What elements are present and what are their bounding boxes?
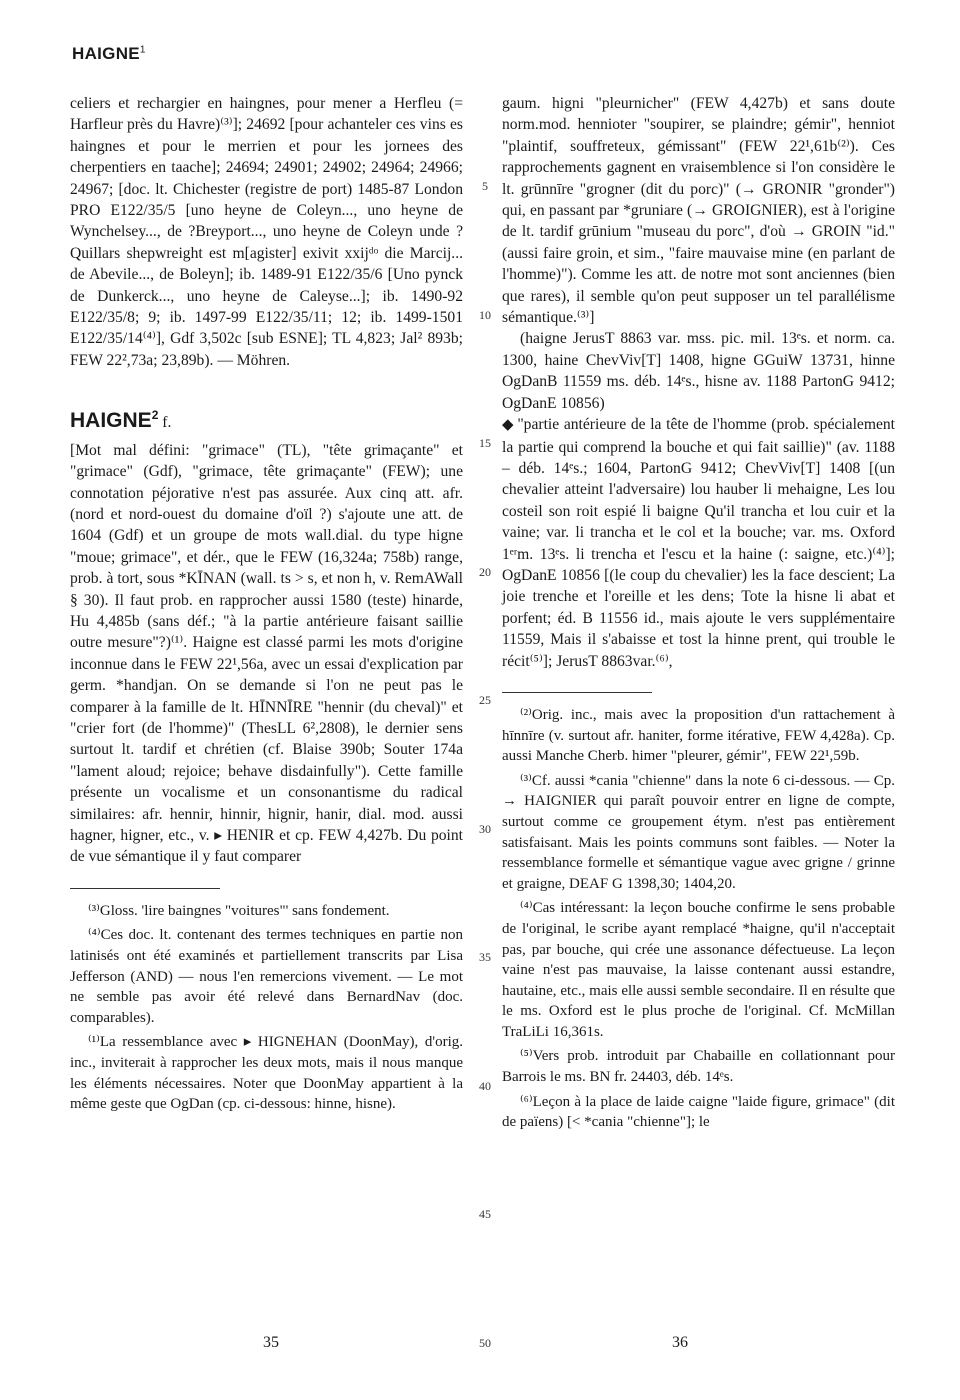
attestation-list: (haigne JerusT 8863 var. mss. pic. mil. 13ᵉs. et norm. ca. 1300, haine ChevViv[T] 1408, higne GGuiW 13731, hinne OgDanB 11559 ms. déb. 14ᵉs., hisne av. 1188 PartonG 9412; OgDanE 10856): [502, 330, 895, 412]
right-continuation-text: gaum. higni "pleurnicher" (FEW 4,427b) et sans doute norm.mod. hennioter "soupirer, se plaindre; gémir", henniot "plaintif, souffreteux, gémissant" (FEW 22¹,61b⁽²⁾). Ces rapprochements gagnent en vraisemblence si l'on considère le lt. grūnnīre "grogner (dit du porc)" (→ GRONIR "gronder") qui, en passant par *gruniare (→ GROIGNIER), est à l'origine de lt. tardif grūnium "museau du porc", d'où → GROIN "id." (aussi faire groin, et sim., "faire mauvaise mine (en parlant de l'homme)"). Comme les att. de notre mot sont anciennes (bien que rares), il semble qu'on peut supposer un tel parallélisme sémantique.⁽³⁾]: [502, 95, 895, 327]
footnote: ⁽³⁾Gloss. 'lire baingnes "voitures"' sans fondement.: [88, 902, 390, 919]
line-number: 20: [479, 565, 491, 579]
page-number-left: 35: [263, 1334, 279, 1351]
running-header-word: HAIGNE: [72, 44, 140, 63]
entry-part-of-speech: f.: [162, 414, 172, 432]
footnote: ⁽⁶⁾Leçon à la place de laide caigne "laide figure, grimace" (dit de païens) [< *cania "chienne"]; le: [502, 1093, 895, 1131]
line-number: 35: [479, 950, 491, 964]
line-number: 50: [479, 1336, 491, 1350]
line-number: 10: [479, 308, 491, 322]
right-footnotes: [502, 705, 895, 1133]
line-number: 30: [479, 822, 491, 836]
running-header: [72, 44, 146, 64]
footnote: ⁽¹⁾La ressemblance avec ▸ HIGNEHAN (DoonMay), d'orig. inc., inviterait à rapprocher les deux mots, mais il nous manque les éléments nécessaires. Noter que DoonMay appartient à la même geste que OgDan (cp. ci-dessous: hinne, hisne).: [70, 1034, 463, 1113]
footnote: ⁽⁴⁾Ces doc. lt. contenant des termes techniques en partie non latinisés ont été examinés et partiellement transcrits par Lisa Jefferson (AND) — nous l'en remercions vivement. — Le mot ne semble pas avoir été relevé dans BernardNav (doc. comparables).: [70, 927, 463, 1026]
left-continuation-text: celiers et rechargier en haingnes, pour mener a Herfleu (= Harfleur près du Havre)⁽³⁾]; 24692 [pour achanteler ces vins es haingnes et pour le merrien et pour les jornees des cherpentiers en taache]; 24694; 24901; 24902; 24964; 24966; 24967; [doc. lt. Chichester (registre de port) 1485-87 London PRO E122/35/5 [uno heyne de Coleyn..., uno heyne de Wynchelsey..., de ?Breyport..., uno heyne de Coleyn unde ?Quillars shepwreight est m[agister] exivit xxijᵈᵒ die Marcij... de Abevile..., de Boleyn]; ib. 1489-91 E122/35/6 [Uno pynck de Dunkerck..., uno heyne de Caleyse...]; ib. 1490-92 E122/35/8; 9; ib. 1497-99 E122/35/11; 12; ib. 1499-1501 E122/35/14⁽⁴⁾], Gdf 3,502c [sub ESNE]; TL 4,823; Jal² 893b; FEW 22²,73a; 23,89b). — Möhren.: [70, 95, 463, 369]
page-number-right: 36: [672, 1334, 688, 1351]
line-number: 45: [479, 1207, 491, 1221]
line-number: 25: [479, 693, 491, 707]
entry-title-superscript: 2: [151, 408, 159, 423]
footnote: ⁽³⁾Cf. aussi *cania "chienne" dans la note 6 ci-dessous. — Cp. → HAIGNIER qui paraît pouvoir entrer en ligne de compte, surtout comme ce groupement étym. n'est pas entièrement satisfaisant. Mais les points communs sont faibles. — Noter la ressemblance formelle et sémantique vague avec grigne / grinne et graigne, DEAF G 1398,30; 1404,20.: [502, 772, 895, 892]
entry-etymology-text: [Mot mal défini: "grimace" (TL), "tête grimaçante" et "grimace" (Gdf), "grimace, tête grimaçante" (FEW); une connotation péjorative n'est pas assurée. Aux cinq att. afr. (nord et nord-ouest du domaine d'oïl ?) s'ajoute une att. de 1604 (Gdf) et un groupe de mots wall.dial. du type higne "moue; grimace", et dér., que le FEW (16,324a; 758b) range, prob. à tort, sous *KĪNAN (wall. ts > s, et non h, v. RemAWall § 30). Il faut prob. en rapprocher aussi 1580 (teste) hinarde, Hu 4,485b (sans déf.; "à la partie antérieure faisant saillie outre mesure"?)⁽¹⁾. Haigne est classé parmi les mots d'origine inconnue dans le FEW 22¹,56a, avec un essai d'explication par germ. *handjan. On se demande si l'on ne peut pas le comparer à la famille de lt. HĪNNĪRE "hennir (du cheval)" et "crier fort (de l'homme)" (ThesLL 6²,2808), le dernier sens surtout lt. tardif et chrétien (cf. Blaise 390b; Souter 174a "lament aloud; rejoice; behave disdainfully"). Cette famille présente un vocalisme et un consonantisme du radical similaires: afr. hennir, hinnir, hignir, hanir, dial. mod. aussi hagner, higner, etc., v. ▸ HENIR et cp. FEW 4,427b. Du point de vue sémantique il y faut comparer: [70, 441, 463, 866]
footnote: ⁽²⁾Orig. inc., mais avec la proposition d'un rattachement à hīnnīre (v. surtout afr. haniter, forme itérative, FEW 4,428a). Cp. aussi Manche Cherb. himer "pleurer, gémir", FEW 22¹,59b.: [502, 706, 895, 765]
left-footnotes: [70, 901, 463, 1115]
line-number: 40: [479, 1079, 491, 1093]
left-column: [70, 93, 463, 1119]
footnote: ⁽⁵⁾Vers prob. introduit par Chabaille en collationnant pour Barrois le ms. BN fr. 24403, déb. 14ᵉs.: [502, 1048, 895, 1086]
entry-heading: [70, 405, 463, 433]
sense-definition: [502, 414, 895, 672]
line-number: 15: [479, 436, 491, 450]
right-column: [502, 93, 895, 1137]
footnote-divider: [502, 692, 652, 693]
running-header-superscript: 1: [139, 44, 146, 56]
sense-text: "partie antérieure de la tête de l'homme (prob. spécialement la partie qui comprend la bouche et qui fait saillie)" (av. 1188 – déb. 14ᵉs.; 1604, PartonG 9412; ChevViv[T] 1408 [(un chevalier atteint l'adversaire) lou hauber li mehaigne, Les lou costeil son roit espié li baigne Qu'il trancha et lou cuir et la vaine; var. li trancha et le col et la bouche; var. ms. Oxford 1ᵉʳm. 13ᵉs. li trencha et l'escu et la haine (: saigne, etc.)⁽⁴⁾]; OgDanE 10856 [(le coup du chevalier) les la face descient; La joie trenche et l'oreille et les dens; Tote la hisne li abat et porfent; éd. B 11556 id., mais ajoute le vers supplémentaire 11559, Mais il s'abaisse et tost la hinne prent, qui trouble le récit⁽⁵⁾]; JerusT 8863var.⁽⁶⁾,: [502, 416, 895, 670]
diamond-bullet-icon: ◆: [502, 417, 515, 434]
footnote: ⁽⁴⁾Cas intéressant: la leçon bouche confirme le sens probable de l'original, le scribe ayant remplacé *haigne, qu'il n'acceptait pas, par bouche, qui crée une assonance défectueuse. La leçon vaine n'est pas mauvaise, la laisse contenant aussi estandre, hautaine, etc., mais elle aussi semble secondaire. Il en résulte que le ms. Oxford est le plus proche de l'original. Cf. McMillan TraLiLi 16,361s.: [502, 900, 895, 1040]
entry-title-word: HAIGNE: [70, 409, 152, 433]
line-number: 5: [482, 179, 488, 193]
footnote-divider: [70, 888, 220, 889]
entry-title: [70, 409, 158, 432]
